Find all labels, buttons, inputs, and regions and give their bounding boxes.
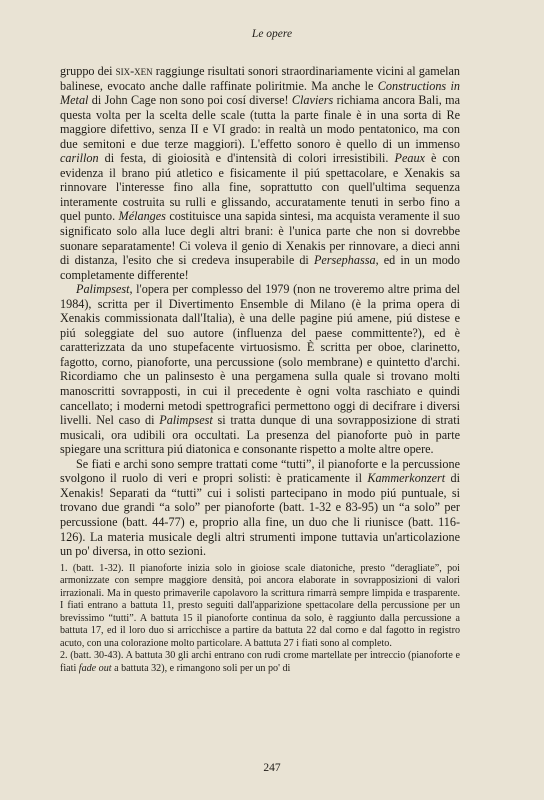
- text-run: , l'opera per complesso del 1979 (non ne troveremo altre prima del 1984), scritta per il Divertimento Ensemble di Milano (è la prima opera di Xenakis commissionata dall'Italia), è una delle pagine piú amene, piú distese e piú soleggiate del suo autore (influenza del paese committente?), ed è caratterizzata da uno stupefacente virtuosismo. È scritta per oboe, clarinetto, fagotto, corno, pianoforte, una percussione (solo membrane) e quintetto d'archi. Ricordiamo che un palinsesto è una pergamena sulla quale si trovano molti manoscritti sovrapposti, in cui il precedente è ogni volta raschiato e quindi cancellato; i moderni metodi spettrografici permettono oggi di decifrare i diversi livelli. Nel caso di: [60, 282, 460, 428]
- text-run: richiama ancora Bali, ma questa volta per la scelta delle scale (tutta la parte finale è in una sorta di Re maggiore difettivo, senza II e VI grado: in realtà un modo pentatonico, ma con due semitoni e due terze maggiori). L'effetto sonoro è quello di un immenso: [60, 93, 460, 151]
- footnote: [60, 563, 460, 650]
- italic-text: Persephassa: [313, 253, 376, 268]
- text-run: è con evidenza il brano piú atletico e fisicamente il piú spettacolare, e Xenakis sa rinnovare l'interesse fino alla fine, soprattutto con quell'ultima sequenza interamente costruita su rulli e glissando, accuratamente tenuti in serbo fino a quel punto.: [60, 151, 460, 224]
- main-text: [60, 64, 460, 559]
- small-caps-text: six-xen: [115, 64, 153, 78]
- italic-text: Claviers: [291, 93, 334, 108]
- text-run: di festa, di gioiosità e d'intensità di colori irresistibili.: [98, 151, 395, 166]
- text-run: costituisce una sapida sintesi, ma acquista veramente il suo significato solo alla luce degli altri brani: è l'unica parte che non si dovrebbe suonare separatamente! Ci voleva il genio di Xenakis per rinnovare, a dieci anni di distanza, l'esito che si credeva insuperabile di: [60, 209, 460, 268]
- text-run: raggiunge risultati sonori straordinariamente vicini al gamelan balinese, evocato anche dalle raffinate poliritmie. Ma anche le: [60, 64, 461, 93]
- italic-text: carillon: [60, 151, 99, 166]
- italic-text: Peaux: [394, 151, 425, 166]
- text-run: a battuta 32), e rimangono soli per un po' di: [111, 662, 291, 674]
- paragraph: [60, 64, 460, 282]
- page-number: 247: [263, 762, 281, 774]
- text-run: di John Cage non sono poi cosí diverse!: [88, 93, 292, 108]
- text-run: di Xenakis! Separati da “tutti” cui i solisti partecipano in modo piú puntuale, si trovano due grandi “a solo” per pianoforte (batt. 1-32 e 83-95) un “a solo” per percussione (batt. 44-77) e, proprio alla fine, un duo che li riunisce (batt. 116-126). La materia musicale degli altri strumenti impone tuttavia un'articolazione un po' diversa, in otto sezioni.: [60, 471, 461, 559]
- italic-text: Kammerkonzert: [367, 471, 446, 486]
- italic-text: Palimpsest: [76, 282, 130, 297]
- italic-text: fade out: [78, 662, 112, 674]
- text-run: si tratta dunque di una sovrapposizione di strati musicali, ora udibili ora occultati. La presenza del pianoforte può in parte spiegare una scrittura piú diatonica e consonante rispetto a molte altre opere.: [60, 413, 460, 457]
- paragraph: [60, 282, 460, 457]
- text-run: , ed in un modo completamente differente!: [60, 253, 460, 282]
- italic-text: Palimpsest: [159, 413, 213, 428]
- footnotes: [60, 563, 460, 675]
- text-run: gruppo dei: [60, 64, 116, 78]
- running-head: Le opere: [251, 28, 293, 40]
- text-run: 1. (batt. 1-32). Il pianoforte inizia solo in gioiose scale diatoniche, presto “deragliate”, poi armonizzate con sempre maggiore densità, poi ancora elaborate in sovrapposizioni di valori irrazionali. Ma in questo primaverile capolavoro la scrittura rimarrà sempre limpida e trasparente. I fiati entrano a battuta 11, presto seguiti dall'apparizione spettacolare della percussione per un brevissimo “tutti”. A battuta 15 il pianoforte continua da solo, è raggiunto dalla percussione a battuta 17, ed il loro duo si arricchisce a partire da battuta 22 dal corno e dal fagotto in registro acuto, con una colorazione molto particolare. A battuta 27 i fiati sono al completo.: [60, 563, 460, 649]
- italic-text: Constructions in Metal: [60, 78, 461, 108]
- text-run: 2. (batt. 30-43). A battuta 30 gli archi entrano con rudi crome martellate per intreccio (pianoforte e fiati: [60, 650, 460, 674]
- italic-text: Mélanges: [118, 209, 166, 224]
- footnote: [60, 650, 460, 675]
- paragraph: [60, 457, 460, 559]
- text-run: Se fiati e archi sono sempre trattati come “tutti”, il pianoforte e la percussione svolgono il ruolo di veri e propri solisti: è praticamente il: [60, 456, 460, 486]
